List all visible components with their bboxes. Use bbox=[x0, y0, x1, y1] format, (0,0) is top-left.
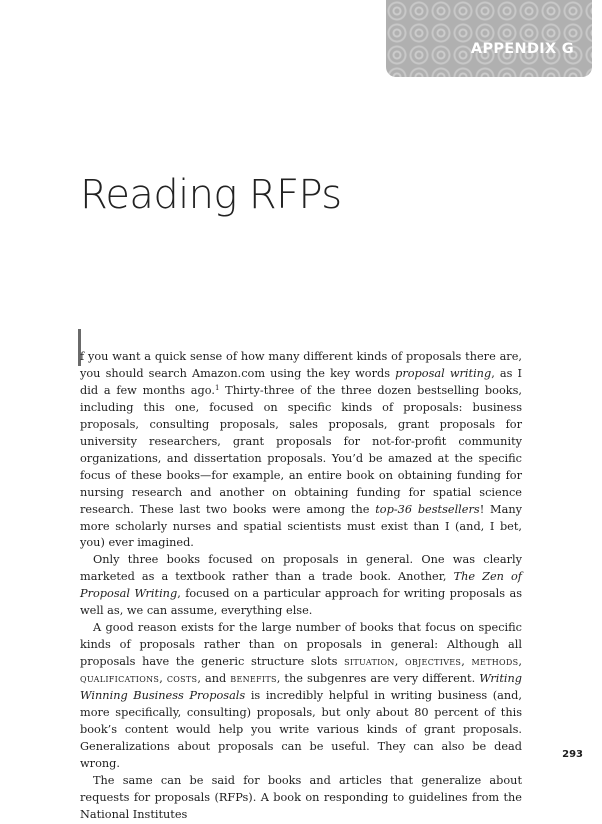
italic-run: top-36 bestsellers bbox=[375, 502, 480, 516]
page-number: 293 bbox=[562, 749, 583, 760]
text-run: Only three books focused on proposals in general. One was clearly marketed as a textbook rather than a trade book. Another, bbox=[80, 553, 522, 584]
chapter-title: Reading RFPs bbox=[80, 172, 342, 218]
footnote-marker: 1 bbox=[214, 383, 220, 392]
slot-name: methods bbox=[471, 655, 519, 669]
text-run: The same can be said for books and articles that generalize about requests for proposals (RFPs). A book on responding to guidelines from the National Institutes bbox=[80, 773, 522, 821]
paragraph-4 bbox=[80, 773, 522, 824]
text-run: A good reason exists for the large number of books that focus on specific kinds of proposals rather than on proposals in general: Although all proposals have the generic structure slots bbox=[80, 621, 522, 669]
slot-name: situation bbox=[344, 655, 395, 669]
slot-name: costs bbox=[166, 672, 198, 686]
text-run: , bbox=[518, 655, 523, 669]
text-run: , focused on a particular approach for writing proposals as well as, we can assume, everything else. bbox=[80, 587, 522, 618]
text-run: , bbox=[394, 655, 406, 669]
text-run: , and bbox=[197, 672, 231, 686]
italic-run: proposal writing bbox=[395, 366, 492, 380]
slot-name: benefits bbox=[230, 672, 277, 686]
paragraph-3 bbox=[80, 620, 522, 773]
slot-name: objectives bbox=[405, 655, 462, 669]
text-run: , as I did a few months ago. bbox=[80, 366, 522, 397]
text-run: ! Many more scholarly nurses and spatial scientists must exist than I (and, I bet, you) ever imagined. bbox=[80, 502, 523, 550]
text-run: , the subgenres are very different. bbox=[276, 672, 480, 686]
paragraph-1 bbox=[80, 349, 522, 552]
appendix-label: APPENDIX G bbox=[470, 41, 574, 57]
text-run: Thirty-three of the three dozen bestselling books, including this one, focused on specific kinds of proposals: business proposals, consulting proposals, sales proposals, grant proposals for university researchers, grant proposals for not-for-profit community organizations, and dissertation proposals. You’d be amazed at the specific focus of these books—for example, an entire book on obtaining funding for nursing research and another on obtaining funding for spatial science research. These last two books were among the bbox=[80, 383, 523, 516]
chapter-tab bbox=[386, 0, 592, 77]
book-title: Writing Winning Business Proposals bbox=[80, 672, 522, 703]
text-run: , bbox=[159, 672, 167, 686]
text-run: f you want a quick sense of how many different kinds of proposals there are, you should search Amazon.com using the key words bbox=[80, 350, 522, 380]
paragraph-2 bbox=[80, 552, 522, 620]
body-text bbox=[80, 349, 522, 824]
book-title: The Zen of Proposal Writing bbox=[80, 570, 522, 601]
slot-name: qualifications bbox=[80, 672, 160, 686]
text-run: is incredibly helpful in writing business (and, more specifically, consulting) proposals, but only about 80 percent of this book’s content would help you write various kinds of grant proposals. Generalizations about proposals can be useful. They can also be dead wrong. bbox=[80, 689, 522, 770]
text-run: , bbox=[461, 655, 472, 669]
